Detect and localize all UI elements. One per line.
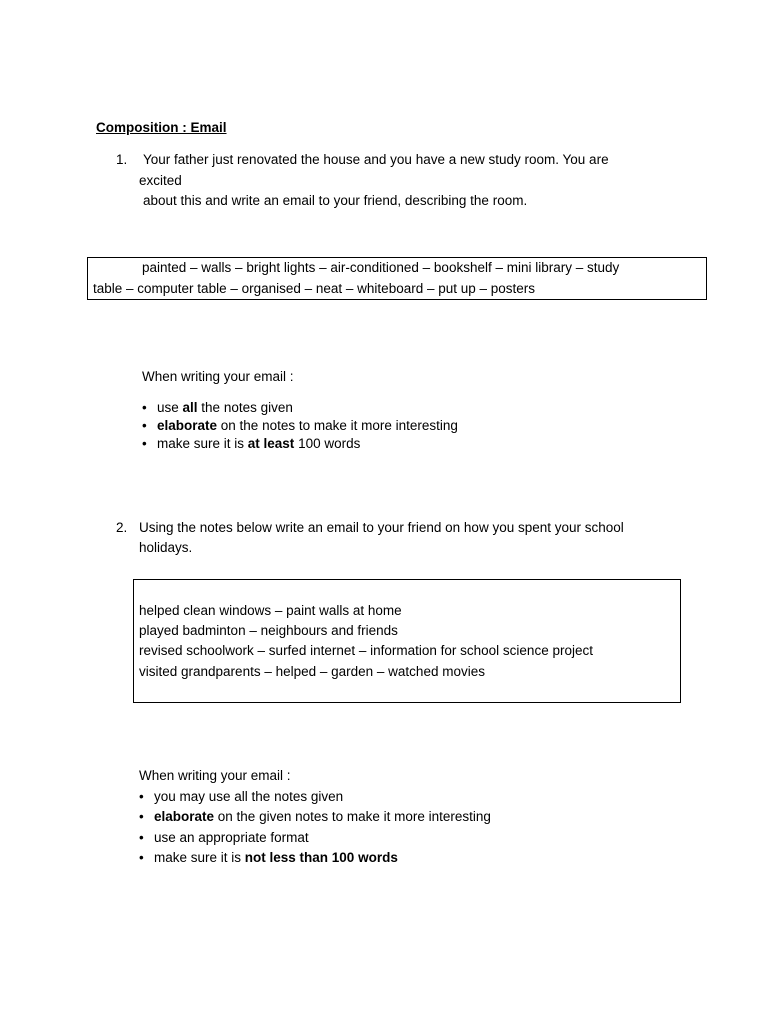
list-item: • make sure it is not less than 100 words	[138, 848, 491, 868]
question-2-note: visited grandparents – helped – garden – watched movies	[139, 664, 485, 679]
question-2-note: helped clean windows – paint walls at home	[139, 603, 402, 618]
list-item: • make sure it is at least 100 words	[141, 435, 458, 453]
list-item: • elaborate on the given notes to make it more interesting	[138, 807, 491, 827]
question-1-line-2: excited	[139, 173, 182, 188]
question-2-line-1: Using the notes below write an email to your friend on how you spent your school	[139, 520, 624, 535]
question-2-instructions-list	[138, 787, 491, 869]
question-1-instructions-heading: When writing your email :	[142, 369, 294, 384]
question-2-note: played badminton – neighbours and friends	[139, 623, 398, 638]
question-1-number: 1.	[116, 152, 128, 167]
question-1-line-3: about this and write an email to your friend, describing the room.	[143, 193, 528, 208]
question-2-line-2: holidays.	[139, 540, 193, 555]
list-item: • elaborate on the notes to make it more interesting	[141, 417, 458, 435]
question-1-notes-box	[87, 257, 707, 300]
question-2-notes-box	[133, 579, 681, 703]
question-2-note: revised schoolwork – surfed internet – information for school science project	[139, 643, 593, 658]
page-title: Composition : Email	[96, 120, 227, 135]
list-item: • use all the notes given	[141, 399, 458, 417]
list-item: • you may use all the notes given	[138, 787, 491, 807]
question-2-instructions-heading: When writing your email :	[139, 768, 291, 783]
question-1-notes-line-1: painted – walls – bright lights – air-conditioned – bookshelf – mini library – study	[142, 260, 620, 275]
question-1-line-1: Your father just renovated the house and you have a new study room. You are	[143, 152, 609, 167]
list-item: • use an appropriate format	[138, 828, 491, 848]
question-1-instructions-list	[141, 399, 458, 453]
question-2-number: 2.	[116, 520, 128, 535]
question-1-notes-line-2: table – computer table – organised – neat – whiteboard – put up – posters	[93, 281, 536, 296]
